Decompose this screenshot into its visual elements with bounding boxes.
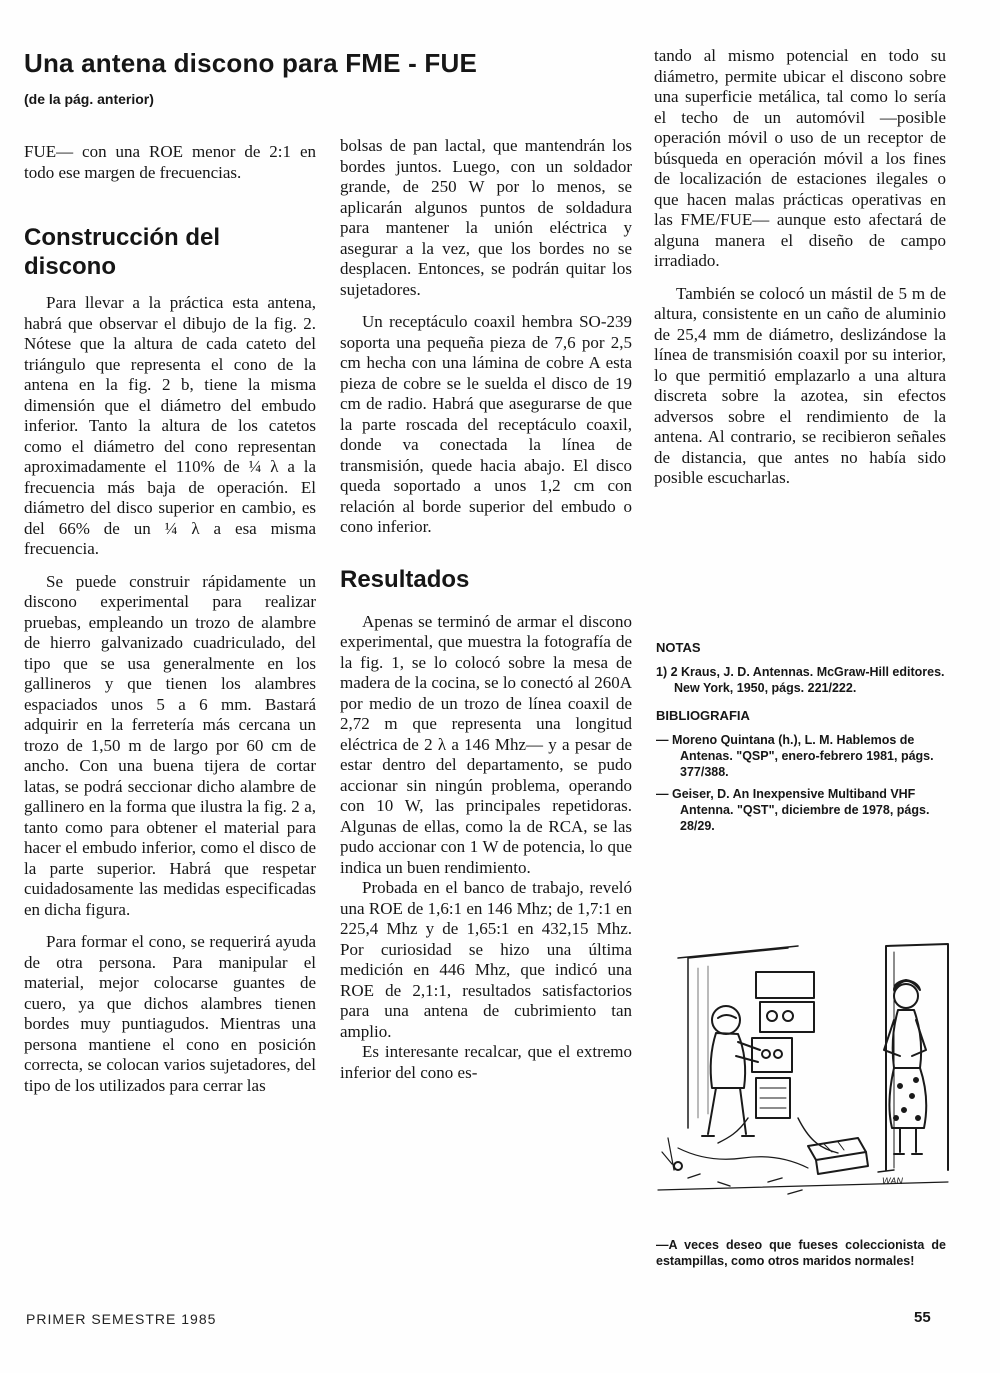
- paragraph: Para formar el cono, se requerirá ayuda de otra persona. Para manipular el material, mejor colocarse guantes de cuero, ya que dichos alambres tienen bordes muy puntiagudos. Mientras una persona mantiene el cono en posición correcta, se colocan varios sujetadores, del tipo de los utilizados para cerrar las: [24, 932, 316, 1095]
- cartoon-signature: WAN: [882, 1176, 903, 1186]
- paragraph: tando al mismo potencial en todo su diámetro, permite ubicar el discono sobre una superficie metálica, tal como lo sería el techo de un automóvil —posible operación móvil o uso de un receptor de búsqueda en operación móvil a los fines de localización de estaciones ilegales o que hacen malas prácticas operativas en las FME/FUE— aunque esto afectará de alguna manera el diseño de campo irradiado.: [654, 46, 946, 270]
- paragraph: También se colocó un mástil de 5 m de altura, consistente en un caño de aluminio de 25,4 mm de diámetro, deslizándose la línea de transmisión coaxil por su interior, lo que permitió emplazarlo a una altura discreta sobre la azotea, sin efectos adversos sobre el rendimiento de la antena. Al contrario, se recibieron señales de distancia, que antes no había sido posible escucharlas.: [654, 283, 946, 487]
- column-2: [340, 136, 632, 1083]
- paragraph: Un receptáculo coaxil hembra SO-239 soporta una pequeña pieza de 7,6 por 2,5 cm hecha con una lámina de cobre A esta pieza de cobre se le suelda el disco de 19 cm de radio. Habrá que asegurarse de que la parte roscada del receptáculo coaxil, donde va conectada la línea de transmisión, quede hacia abajo. El disco queda soportado a unos 1,2 cm con relación al borde superior del embudo o cono inferior.: [340, 312, 632, 536]
- footer-issue: PRIMER SEMESTRE 1985: [26, 1311, 217, 1327]
- column-3: [654, 46, 946, 489]
- notes-heading: NOTAS: [656, 640, 701, 655]
- paragraph: Para llevar a la práctica esta antena, habrá que observar el dibujo de la fig. 2. Nótese que la altura de cada cateto del triángulo que representa el cono de la antena en la fig. 2 b, tiene la misma dimensión que el diámetro del embudo inferior. Tanto la altura de los catetos como el diámetro del cono representan aproximadamente el 110% de ¼ λ a la frecuencia más baja de operación. El diámetro del disco superior en cambio, es del 66% de un ¼ λ a esa misma frecuencia.: [24, 293, 316, 558]
- section-heading-construccion: Construcción del discono: [24, 224, 221, 280]
- section-heading-resultados: Resultados: [340, 565, 470, 593]
- bibliography-heading: BIBLIOGRAFIA: [656, 708, 750, 723]
- bibliography-item: — Geiser, D. An Inexpensive Multiband VHF Antenna. "QST", diciembre de 1978, págs. 28/29.: [656, 787, 930, 833]
- paragraph: Apenas se terminó de armar el discono experimental, que muestra la fotografía de la fig. 1, se lo colocó sobre la mesa de madera de la cocina, se lo conectó al 260A por medio de un trozo de línea coaxil de 2,72 m que representa una longitud eléctrica de 2 λ a 146 Mhz— y a pesar de estar dentro del departamento, se pudo accionar sin ningún problema, operando con 10 W, las principales repetidoras. Algunas de ellas, como la de RCA, se las pudo accionar con 1 W de potencia, lo que indica un buen rendimiento.: [340, 611, 632, 877]
- paragraph: FUE— con una ROE menor de 2:1 en todo ese margen de frecuencias.: [24, 142, 316, 182]
- notes-block: [656, 640, 946, 840]
- cartoon-caption: —A veces deseo que fueses coleccionista de estampillas, como otros maridos normales!: [656, 1238, 946, 1268]
- page-number: 55: [914, 1309, 931, 1326]
- continued-from-note: (de la pág. anterior): [24, 91, 154, 107]
- paragraph: Es interesante recalcar, que el extremo inferior del cono es-: [340, 1042, 632, 1082]
- article-title: Una antena discono para FME - FUE: [24, 48, 477, 78]
- note-item: 1) 2 Kraus, J. D. Antennas. McGraw-Hill editores. New York, 1950, págs. 221/222.: [656, 665, 945, 695]
- paragraph: bolsas de pan lactal, que mantendrán los bordes juntos. Luego, con un soldador grande, de 250 W por lo menos, se aplicarán algunos puntos de soldadura para mantener la unión eléctrica y asegurar a la vez, que los bordes no se desplacen. Entonces, se podrán quitar los sujetadores.: [340, 136, 632, 299]
- paragraph: Se puede construir rápidamente un discono experimental para realizar pruebas, empleando un trozo de alambre de hierro galvanizado cuadriculado, del tipo que se usa generalmente en los gallineros y que tienen los alambres espaciados unos 5 a 6 mm. Bastará adquirir en la ferretería más cercana un trozo de 1,50 m de largo por 60 cm de ancho. Con una buena tijera de cortar latas, se podrá seccionar dicho alambre de gallinero en la forma que ilustra la fig. 2 a, tanto como para obtener el material para hacer el embudo inferior, como el disco de la parte superior. Habrá que respetar cuidadosamente las medidas especificadas en dicha figura.: [24, 571, 316, 919]
- paragraph: Probada en el banco de trabajo, reveló una ROE de 1,6:1 en 146 Mhz; de 1,7:1 en 225,4 Mhz y de 1,65:1 en 432,15 Mhz. Por curiosidad se hizo una última medición en 446 Mhz, que indicó una ROE de 2,1:1, resultados satisfactorios para una antena de cubrimiento tan amplio.: [340, 878, 632, 1041]
- cartoon-illustration: [648, 938, 954, 1218]
- bibliography-item: — Moreno Quintana (h.), L. M. Hablemos de Antenas. "QSP", enero-febrero 1981, págs. 377/388.: [656, 733, 934, 779]
- column-1: [24, 142, 316, 1096]
